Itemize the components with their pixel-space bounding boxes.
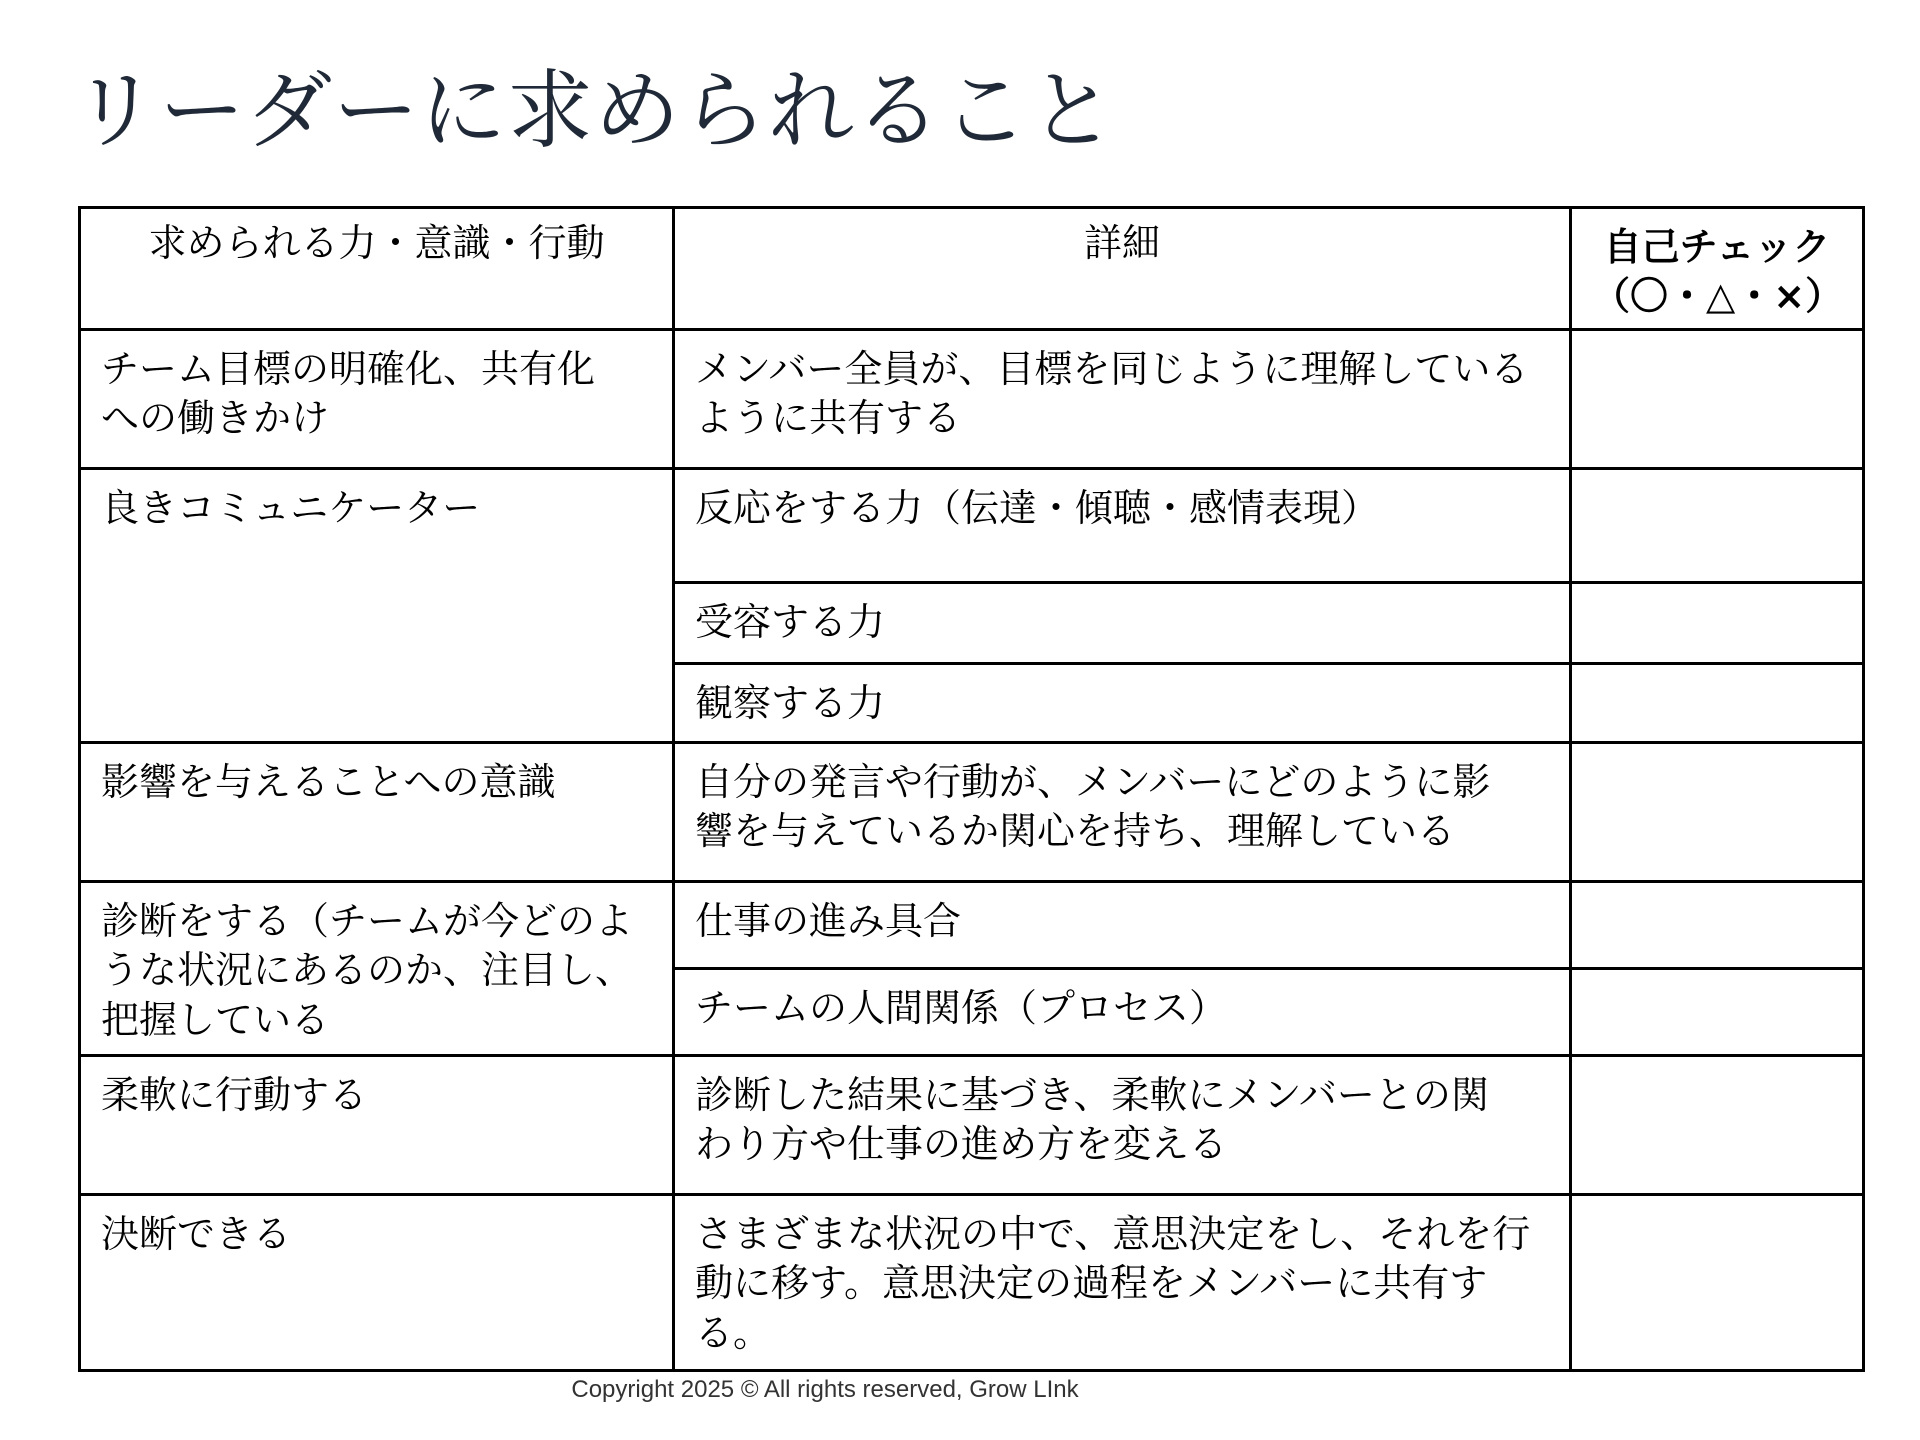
detail-text-line: る。 — [695, 1310, 772, 1355]
detail-text-line: 診断した結果に基づき、柔軟にメンバーとの関 — [695, 1073, 1489, 1117]
detail-text-line: ように共有する — [695, 396, 962, 441]
header-detail: 詳細 — [674, 208, 1571, 330]
self-check-cell[interactable] — [1571, 469, 1864, 583]
detail-cell — [674, 330, 1571, 469]
page-title: リーダーに求められること — [72, 61, 1116, 161]
ability-text-line: 決断できる — [101, 1212, 292, 1256]
self-check-cell[interactable] — [1571, 743, 1864, 882]
ability-text-line: チーム目標の明確化、共有化 — [101, 347, 596, 391]
self-check-cell[interactable] — [1571, 882, 1864, 969]
ability-text-line: うな状況にあるのか、注目し、 — [101, 948, 634, 993]
ability-text-line: への働きかけ — [101, 396, 330, 441]
header-self-check: 自己チェック （〇・△・×） — [1571, 208, 1864, 330]
table-body — [80, 330, 1864, 1371]
detail-cell — [674, 882, 1571, 969]
ability-text-line: 良きコミュニケーター — [101, 486, 481, 530]
leader-checklist-table — [78, 206, 1865, 1372]
ability-text-line: 影響を与えることへの意識 — [101, 760, 556, 804]
detail-cell — [674, 1195, 1571, 1371]
detail-text-line: メンバー全員が、目標を同じように理解している — [695, 347, 1529, 391]
table-row — [80, 743, 1864, 882]
self-check-cell[interactable] — [1571, 583, 1864, 664]
table-row — [80, 1195, 1864, 1371]
ability-cell — [80, 469, 674, 743]
detail-text-line: 仕事の進み具合 — [695, 899, 962, 943]
detail-text-line: 響を与えているか関心を持ち、理解している — [695, 809, 1456, 854]
detail-cell — [674, 969, 1571, 1056]
detail-text-line: 動に移す。意思決定の過程をメンバーに共有す — [695, 1261, 1488, 1306]
detail-cell — [674, 664, 1571, 743]
table-row — [80, 882, 1864, 969]
self-check-cell[interactable] — [1571, 1195, 1864, 1371]
ability-text-line: 柔軟に行動する — [101, 1073, 368, 1117]
self-check-cell[interactable] — [1571, 969, 1864, 1056]
detail-text-line: わり方や仕事の進め方を変える — [695, 1122, 1228, 1167]
detail-cell — [674, 743, 1571, 882]
self-check-cell[interactable] — [1571, 664, 1864, 743]
detail-text-line: 観察する力 — [695, 681, 886, 725]
table-row — [80, 330, 1864, 469]
ability-cell — [80, 1195, 674, 1371]
ability-text-line: 診断をする（チームが今どのよ — [101, 899, 634, 943]
table-row — [80, 469, 1864, 583]
detail-text-line: さまざまな状況の中で、意思決定をし、それを行 — [695, 1212, 1531, 1256]
detail-text-line: 受容する力 — [695, 600, 886, 644]
self-check-cell[interactable] — [1571, 1056, 1864, 1195]
detail-text-line: 反応をする力（伝達・傾聴・感情表現） — [695, 486, 1380, 530]
ability-cell — [80, 882, 674, 1056]
ability-text-line: 把握している — [101, 997, 330, 1042]
detail-text-line: チームの人間関係（プロセス） — [695, 986, 1228, 1030]
header-ability: 求められる力・意識・行動 — [80, 208, 674, 330]
table-header-row — [80, 208, 1864, 330]
ability-cell — [80, 1056, 674, 1195]
table-row — [80, 1056, 1864, 1195]
ability-cell — [80, 330, 674, 469]
ability-cell — [80, 743, 674, 882]
detail-text-line: 自分の発言や行動が、メンバーにどのように影 — [695, 760, 1491, 804]
detail-cell — [674, 1056, 1571, 1195]
detail-cell — [674, 583, 1571, 664]
detail-cell — [674, 469, 1571, 583]
self-check-cell[interactable] — [1571, 330, 1864, 469]
copyright-footer: Copyright 2025 © All rights reserved, Grow LInk — [571, 1376, 1079, 1403]
